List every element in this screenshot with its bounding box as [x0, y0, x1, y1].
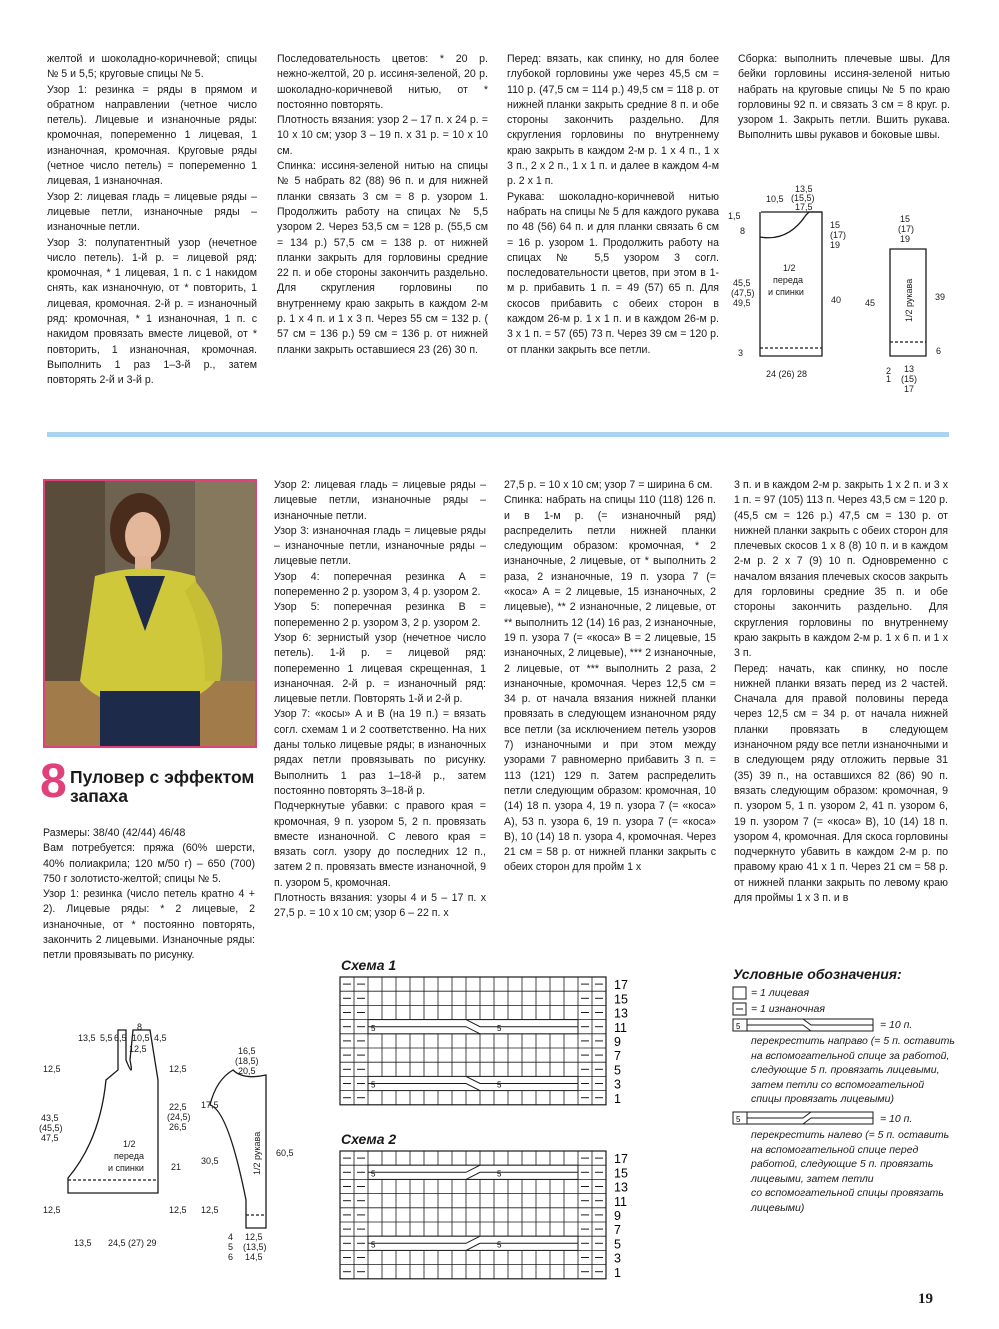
legend-text: на вспомогательной спице за работой,	[751, 1049, 950, 1062]
paragraph: Узор 3: полупатентный узор (нечетное число петель). 1-й р. = лицевой ряд: кромочная, * 1 лицевая, 1 п. с 1 накидом снять, как изнаночную, от * повторить, 1 лицевая, кромочная. 2-й р. = изнаночный ряд: кромочная, * 1 изнаночная, 1 п. с накидом провязать вместе лицевой, от * повторить, 1 изнаночная, кромочная. Выполнить 1 раз 1–3-й р., затем повторять 2-й и 3-й р.	[47, 236, 257, 387]
dim-label: 4	[228, 1232, 234, 1242]
schema-2-label: Схема 2	[341, 1131, 397, 1147]
top-column-4	[738, 52, 950, 144]
dim-label: 43,5	[41, 1113, 59, 1123]
schema-1-label: Схема 1	[341, 957, 397, 973]
cell-number: 5	[371, 1080, 376, 1090]
legend-text: перекрестить направо (= 5 п. оставить	[751, 1035, 955, 1047]
cell-number: 5	[736, 1022, 741, 1031]
cell-number: 5	[497, 1240, 502, 1250]
dim-label: 45,5	[733, 278, 751, 288]
legend-text: лицевыми, затем петли	[751, 1172, 874, 1185]
dim-label: 6,5	[114, 1033, 127, 1043]
row-number: 11	[614, 1194, 627, 1209]
dim-label: 14,5	[245, 1252, 263, 1262]
dim-label: и спинки	[108, 1163, 144, 1173]
legend-cross-right-eq: = 10 п.	[880, 1019, 913, 1031]
schema-2-grid	[338, 1149, 658, 1289]
paragraph: Сборка: выполнить плечевые швы. Для бейки горловины иссиня-зеленой нитью набрать на круговые спицы № 5 по краю горловины 92 п. и связать 3 см = 8 круг. р. узором 1. Закрыть петли. Вшить рукава. Выполнить швы рукавов и боковые швы.	[738, 53, 950, 142]
paragraph: Вам потребуется: пряжа (60% шерсти, 40% полиакрила; 120 м/50 г) – 650 (700) 750 г золотисто-желтой; спицы № 5.	[43, 842, 255, 885]
dim-label: (15,5)	[791, 193, 815, 203]
paragraph: Размеры: 38/40 (42/44) 46/48	[43, 827, 186, 839]
project-number: 8	[40, 755, 67, 808]
dim-label: 12,5	[129, 1044, 147, 1054]
dim-label: (47,5)	[731, 288, 755, 298]
legend-text: лицевыми)	[751, 1201, 805, 1214]
dim-label: 1/2 рукава	[252, 1131, 262, 1175]
dim-label: 17,5	[795, 202, 813, 212]
dim-label: 1/2	[783, 263, 796, 273]
dim-label: 3	[738, 348, 744, 358]
row-number: 3	[614, 1077, 621, 1092]
dim-label: 12,5	[201, 1205, 219, 1215]
paragraph: Плотность вязания: узоры 4 и 5 – 17 п. х 27,5 р. = 10 х 10 см; узор 6 – 22 п. х	[274, 892, 486, 920]
dim-label: (15)	[901, 374, 918, 384]
dim-label: 12,5	[169, 1064, 187, 1074]
dim-label: и спинки	[768, 287, 804, 297]
dim-label: 16,5	[238, 1046, 256, 1056]
paragraph: Узор 1: резинка (число петель кратно 4 + 2). Лицевые ряды: * 2 лицевые, 2 изнаночные, от * постоянно повторять, закончить 2 лицевыми. Изнаночные ряды: петли провязывать по рисунку.	[43, 888, 255, 962]
legend-text: работой, следующие 5 п. провязать	[751, 1158, 934, 1170]
paragraph: Узор 6: зернистый узор (нечетное число петель). 1-й р. = лицевой ряд: попеременно 1 лицевая скрещенная, 1 изнаночная. 2-й р. = изнаночный ряд: лицевые петли. Повторять 1-й и 2-й р.	[274, 631, 486, 706]
dim-label: 19	[830, 240, 841, 250]
paragraph: Узор 2: лицевая гладь = лицевые ряды – лицевые петли, изнаночные ряды – изнаночные петли.	[274, 479, 486, 522]
paragraph: Рукава: шоколадно-коричневой нитью набрать на спицы № 5 для каждого рукава по 48 (56) 64 п. и для планки связать 6 см = 16 р. узором 1. Продолжить работу на спицах № 5,5 узором 3 согл. последовательности цветов, при этом в 1-м р. прибавить 1 п. = 49 (57) 65 п. Для скосов прибавить с обеих сторон в каждом 26-м р. 1 х 1 п. и в каждом 26-м р. 3 х 1 п. = 57 (65) 73 п. Через 39 см = 120 р. от планки закрыть все петли.	[507, 190, 719, 356]
paragraph: Плотность вязания: узор 2 – 17 п. х 24 р. = 10 х 10 см; узор 3 – 19 п. х 31 р. = 10 х 10 см.	[277, 114, 488, 157]
dim-label: (17)	[898, 224, 915, 234]
dim-label: (45,5)	[39, 1123, 63, 1133]
pattern-schematic-2	[38, 1020, 308, 1265]
pattern-schematic-1	[728, 182, 958, 397]
dim-label: 13,5	[78, 1033, 96, 1043]
row-number: 1	[614, 1091, 621, 1106]
paragraph: Узор 4: поперечная резинка А = попеременно 2 р. узором 3, 4 р. узором 2.	[274, 570, 486, 599]
legend-text: на вспомогательной спице перед	[751, 1143, 919, 1156]
paragraph: желтой и шоколадно-коричневой; спицы № 5 и 5,5; круговые спицы № 5.	[47, 53, 257, 81]
cell-number: 5	[497, 1023, 502, 1033]
legend-cross-right-desc	[751, 1034, 955, 1107]
dim-label: 1/2 рукава	[904, 278, 914, 322]
paragraph: Узор 5: поперечная резинка В = попеременно 2 р. узором 3, 2 р. узором 2.	[274, 601, 486, 629]
dim-label: 15	[900, 214, 911, 224]
page-number: 19	[918, 1291, 933, 1307]
dim-label: 19	[900, 234, 911, 244]
cell-number: 5	[497, 1080, 502, 1090]
paragraph: Перед: вязать, как спинку, но для более глубокой горловины уже через 45,5 см = 110 р. (47,5 см = 114 р.) 49,5 см = 118 р. от нижней планки закрыть средние 8 п. и обе стороны закончить раздельно. Для скругления горловины по внутреннему краю закрыть в каждом 2-м р. 1 х 4 п., 1 х 3 п., 2 х 2 п., 1 х 1 п. и далее в каждом 4-м р. 2 х 1 п.	[507, 53, 719, 188]
dim-label: 20,5	[238, 1066, 256, 1076]
paragraph: Перед: начать, как спинку, но после нижней планки вязать перед из 2 частей. Сначала для правой половины переда через 12,5 см = 34 р. от начала нижней планки провязать в следующем изнаночном ряду все петли изнаночными и в следующем ряду отложить первые 31 (35) 39 п., на оставшихся 82 (86) 90 п. вязать следующим образом: кромочная, 9 п. узором 5, 1 п. узором 2, 41 п. узором 6, 19 п. узором 7 (= «коса» В), 10 (14) 18 п. узором 4, кромочная. Для скоса горловины подчеркнуто убавить в каждом 2-м р. по правому краю 41 х 1 п. Через 21 см = 58 р. от нижней планки закрыть по левому краю для проймы 1 х 3 п. и в	[734, 662, 948, 905]
row-number: 1	[614, 1265, 621, 1280]
dim-label: 21	[171, 1162, 182, 1172]
row-number: 9	[614, 1035, 621, 1049]
mid-column-4	[734, 478, 948, 906]
dim-label: 17	[904, 384, 915, 394]
dim-label: 13,5	[795, 184, 813, 194]
dim-label: 10,5	[132, 1033, 150, 1043]
paragraph: Подчеркнутые убавки: с правого края = кромочная, 9 п. узором 5, 2 п. провязать вместе изнаночной. С левого края = вязать согл. узору до последних 12 п., затем 2 п. провязать вместе изнаночной, 9 п. узором 5, кромочная.	[274, 800, 486, 889]
dim-label: 2	[886, 366, 892, 376]
cell-number: 5	[371, 1023, 376, 1033]
dim-label: 10,5	[766, 194, 784, 204]
dim-label: 6	[228, 1252, 234, 1262]
legend-knit: = 1 лицевая	[751, 987, 810, 999]
title-line: Пуловер с эффектом	[70, 767, 255, 787]
dim-label: 15	[830, 220, 841, 230]
dim-label: 5	[228, 1242, 234, 1252]
row-number: 17	[614, 1152, 628, 1167]
cell-number: 5	[497, 1169, 502, 1179]
dim-label: 13,5	[74, 1238, 92, 1248]
row-number: 9	[614, 1209, 621, 1223]
legend-cross-left-eq: = 10 п.	[880, 1113, 913, 1125]
row-number: 5	[614, 1237, 621, 1252]
paragraph: Узор 2: лицевая гладь = лицевые ряды – лицевые петли, изнаночные ряды – изнаночные петли.	[47, 190, 257, 234]
dim-label: 8	[740, 226, 746, 236]
paragraph: Последовательность цветов: * 20 р. нежно-желтой, 20 р. иссиня-зеленой, 20 р. шоколадно-коричневой нитью, от * постоянно повторять.	[277, 53, 488, 111]
legend-text: со вспомогательной спицы провязать	[751, 1187, 944, 1199]
row-number: 3	[614, 1251, 621, 1266]
legend-cross-left-desc	[751, 1128, 949, 1215]
mid-column-2	[274, 478, 486, 922]
legend-text: перекрестить налево (= 5 п. оставить	[751, 1129, 950, 1141]
dim-label: 17,5	[201, 1100, 219, 1110]
paragraph: 27,5 р. = 10 х 10 см; узор 7 = ширина 6 см.	[504, 479, 713, 491]
dim-label: 12,5	[169, 1205, 187, 1215]
top-column-3	[507, 52, 719, 358]
row-number: 17	[614, 978, 628, 993]
cell-number: 5	[371, 1169, 376, 1179]
project-title	[70, 768, 254, 806]
paragraph: Узор 7: «косы» А и В (на 19 п.) = вязать согл. схемам 1 и 2 соответственно. На них даны только лицевые ряды; в изнаночных рядах петли провязывать по рисунку. Выполнить 1 раз 1–18-й р., затем постоянно повторять 3–18-й р.	[274, 708, 486, 797]
row-number: 7	[614, 1049, 621, 1064]
dim-label: (24,5)	[167, 1112, 191, 1122]
dim-label: 49,5	[733, 298, 751, 308]
row-number: 11	[614, 1020, 627, 1035]
dim-label: 40	[831, 295, 842, 305]
mid-column-3	[504, 478, 716, 876]
paragraph: Спинка: иссиня-зеленой нитью на спицы № 5 набрать 82 (88) 96 п. и для нижней планки связать 3 см = 8 р. узором 1. Продолжить работу на спицах № 5,5 узором 2. Через 53,5 см = 128 р. (55,5 см = 134 р.) 57,5 см = 138 р. от нижней планки закрыть для горловины средние 22 п. и обе стороны закончить раздельно. Для скругления горловины по внутреннему краю закрыть в каждом 2-м р. 1 х 4 п. и 1 х 3 п. Через 55 см = 132 р. ( 57 см = 136 р.) 59 см = 136 р. от нижней планки закрыть оставшиеся 23 (26) 30 п.	[277, 160, 488, 356]
row-number: 15	[614, 1166, 628, 1181]
dim-label: (18,5)	[235, 1056, 259, 1066]
dim-label: 24,5 (27) 29	[108, 1238, 157, 1248]
dim-label: 8	[137, 1022, 143, 1032]
mid-column-1	[43, 826, 255, 964]
row-number: 5	[614, 1063, 621, 1078]
cell-number: 5	[371, 1240, 376, 1250]
dim-label: 4,5	[154, 1033, 167, 1043]
legend-text: следующие 5 п. провязать лицевыми,	[751, 1064, 940, 1076]
paragraph: 3 п. и в каждом 2-м р. закрыть 1 х 2 п. и 3 х 1 п. = 97 (105) 113 п. Через 43,5 см = 120 р. (45,5 см = 126 р.) 47,5 см = 130 р. от нижней планки закрыть с обеих сторон для плечевых скосов 1 х 8 (8) 10 п. и в каждом 2-м р. 2 х 7 (9) 10 п. Одновременно с началом вязания плечевых скосов закрыть для горловины средние 35 п. и обе стороны закончить раздельно. Для скругления горловины по внутреннему краю закрыть в каждом 2-м р. 1 х 6 п. и 1 х 3 п.	[734, 479, 948, 660]
schema-1-grid	[338, 975, 658, 1115]
legend-title: Условные обозначения:	[733, 966, 902, 982]
dim-label: 13	[904, 364, 915, 374]
dim-label: 6	[936, 346, 942, 356]
dim-label: 22,5	[169, 1102, 187, 1112]
dim-label: (13,5)	[243, 1242, 267, 1252]
dim-label: 24 (26) 28	[766, 369, 808, 379]
legend-text: затем петли со вспомогательной	[751, 1078, 925, 1091]
dim-label: 12,5	[43, 1064, 61, 1074]
dim-label: 60,5	[276, 1148, 294, 1158]
row-number: 13	[614, 1180, 628, 1195]
top-column-1	[47, 52, 257, 389]
cell-number: 5	[736, 1115, 741, 1124]
dim-label: 1,5	[728, 211, 741, 221]
dim-label: 30,5	[201, 1156, 219, 1166]
paragraph: Узор 3: изнаночная гладь = лицевые ряды – изнаночные петли, изнаночные ряды – лицевые петли.	[274, 524, 486, 568]
dim-label: 12,5	[43, 1205, 61, 1215]
dim-label: переда	[114, 1151, 144, 1161]
top-column-2	[277, 52, 488, 358]
dim-label: 12,5	[245, 1232, 263, 1242]
legend-purl: = 1 изнаночная	[751, 1003, 825, 1015]
dim-label: (17)	[830, 230, 847, 240]
paragraph: Узор 1: резинка = ряды в прямом и обратном направлении (четное число петель). Лицевые и изнаночные ряды: кромочная, попеременно 1 лицевая, 1 изнаночная, кромочная. Круговые ряды (четное число петель) = попеременно 1 лицевая, 1 изнаночная.	[47, 83, 257, 188]
dim-label: 26,5	[169, 1122, 187, 1132]
model-photo	[43, 479, 257, 748]
legend-text: спицы провязать лицевыми)	[751, 1093, 894, 1105]
row-number: 15	[614, 992, 628, 1007]
dim-label: 5,5	[100, 1033, 113, 1043]
dim-label: 39	[935, 292, 946, 302]
dim-label: 1	[886, 374, 892, 384]
title-line: запаха	[70, 786, 128, 806]
dim-label: 1/2	[123, 1139, 136, 1149]
section-divider	[47, 432, 949, 437]
dim-label: 47,5	[41, 1133, 59, 1143]
row-number: 13	[614, 1006, 628, 1021]
dim-label: 45	[865, 298, 876, 308]
row-number: 7	[614, 1223, 621, 1238]
dim-label: переда	[773, 275, 803, 285]
paragraph: Спинка: набрать на спицы 110 (118) 126 п. и в 1-м р. (= изнаночный ряд) распределить петли нижней планки следующим образом: кромочная, * 2 изнаночные, 2 лицевые, от * выполнить 2 раза, 2 изнаночные, 19 п. узора 7 (= «коса» А = 2 лицевые, 15 изнаночных, 2 лицевые), ** 2 изнаночные, 2 лицевые, от ** выполнить 12 (14) 16 раз, 2 изнаночные, 19 п. узора 7 (= «коса» В = 2 лицевые, 15 изнаночных, 2 лицевые), *** 2 изнаночные, 2 лицевые, от *** выполнить 2 раза, 2 изнаночные, кромочная. Через 12,5 см = 34 р. от начала вязания нижней планки провязать в следующем изнаночном ряду все петли (за исключением петель узоров 7) изнаночными и при этом между узорами 7 равномерно прибавить 3 п. = 113 (121) 129 п. Затем распределить петли следующим образом: кромочная, 10 (14) 18 п. узора 4, 19 п. узора 7 (= «коса» А), 53 п. узора 6, 19 п. узора 7 (= «коса» В), 10 (14) 18 п. узора 4, кромочная. Через 21 см = 58 р. от нижней планки закрыть с обеих сторон для пройм 1 х	[504, 494, 716, 874]
